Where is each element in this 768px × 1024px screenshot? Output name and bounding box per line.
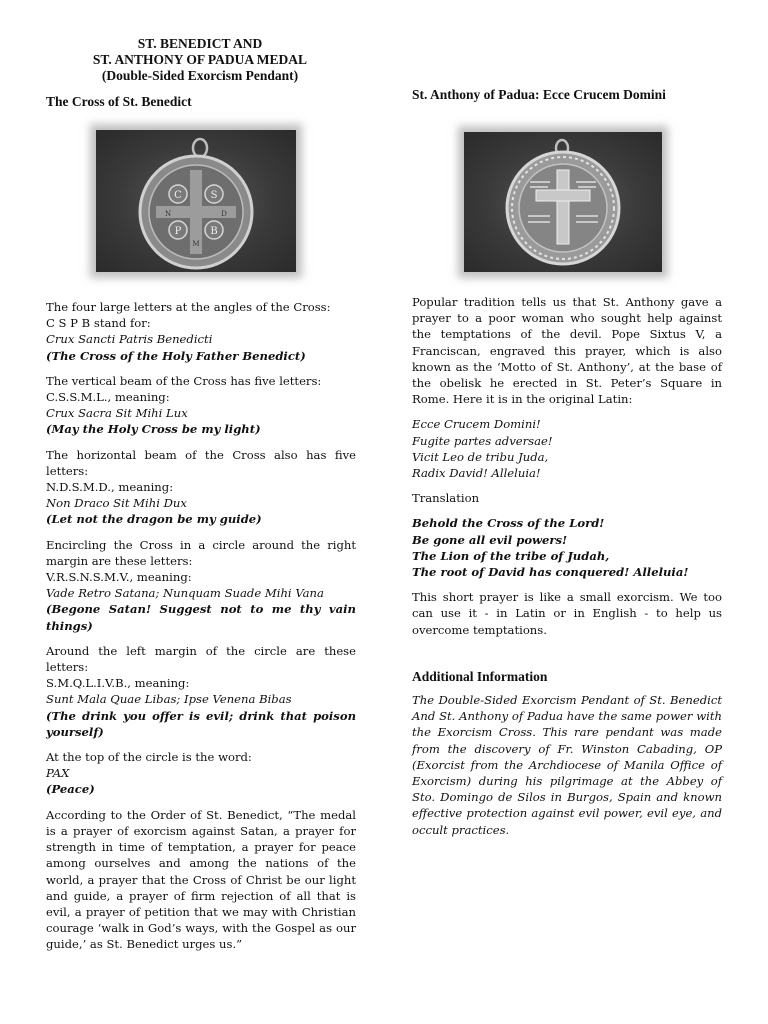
left-column: [46, 299, 356, 962]
closing-paragraph: This short prayer is like a small exorcism. We too can use it - in Latin or in English - to help us overcome temptations.: [412, 590, 722, 637]
ndsmd-english: (Let not the dragon be my guide): [46, 512, 262, 527]
pax-intro: At the top of the circle is the word:: [46, 750, 252, 765]
english-prayer: [412, 515, 722, 580]
vrsnsmv-intro: Encircling the Cross in a circle around the right margin are these letters:: [46, 537, 356, 568]
medal-letter-p: P: [174, 226, 182, 237]
title-line-2: ST. ANTHONY OF PADUA MEDAL: [92, 52, 308, 67]
cspb-latin: Crux Sancti Patris Benedicti: [46, 332, 213, 347]
benedict-order-quote: According to the Order of St. Benedict, “The medal is a prayer of exorcism against Satan, a prayer for strength in time of temptation, a prayer for peace among ourselves and among the nations of the world, a prayer that the Cross of Christ be our light and guide, a prayer of firm rejection of all that is evil, a prayer of petition that we may with Christian courage ‘walk in God’s ways, with the Gospel as our guide,’ as St. Benedict urges us.”: [46, 807, 356, 952]
latin-line-4: Radix David! Alleluia!: [412, 466, 541, 481]
st-benedict-medal-photo: [96, 130, 296, 272]
vrsnsmv-block: [46, 537, 356, 634]
additional-info-heading: Additional Information: [412, 668, 548, 684]
latin-line-1: Ecce Crucem Domini!: [412, 417, 541, 432]
pax-english: (Peace): [46, 782, 95, 797]
english-line-4: The root of David has conquered! Alleluia!: [412, 565, 689, 580]
pax-latin: PAX: [46, 766, 70, 781]
anthony-medal-icon: [464, 132, 662, 272]
right-section-heading: St. Anthony of Padua: Ecce Crucem Domini: [412, 87, 666, 102]
english-line-3: The Lion of the tribe of Judah,: [412, 548, 610, 563]
ndsmd-block: [46, 447, 356, 528]
english-line-1: Behold the Cross of the Lord!: [412, 516, 605, 531]
title-line-3: (Double-Sided Exorcism Pendant): [101, 68, 299, 83]
translation-label: Translation: [412, 491, 480, 506]
left-section-heading: The Cross of St. Benedict: [46, 94, 192, 109]
ndsmd-intro: The horizontal beam of the Cross also has five letters:: [46, 447, 356, 478]
latin-line-3: Vicit Leo de tribu Juda,: [412, 449, 549, 464]
cssml-block: [46, 373, 356, 438]
pax-block: [46, 749, 356, 798]
right-column: [412, 294, 722, 847]
medal-letter-b: B: [210, 226, 218, 237]
ndsmd-letters: N.D.S.M.D., meaning:: [46, 480, 174, 495]
medal-letter-m: M: [192, 240, 200, 248]
ndsmd-latin: Non Draco Sit Mihi Dux: [46, 496, 187, 511]
latin-line-2: Fugite partes adversae!: [412, 433, 553, 448]
smqlivb-english: (The drink you offer is evil; drink that poison yourself): [46, 708, 356, 739]
cssml-letters: C.S.S.M.L., meaning:: [46, 390, 170, 405]
cssml-english: (May the Holy Cross be my light): [46, 422, 261, 437]
latin-prayer: [412, 416, 722, 481]
st-anthony-medal-photo: [464, 132, 662, 272]
medal-letter-d: D: [221, 210, 227, 218]
benedict-medal-icon: [96, 130, 296, 272]
english-line-2: Be gone all evil powers!: [412, 532, 568, 547]
medal-letter-s: S: [210, 190, 218, 201]
cspb-english: (The Cross of the Holy Father Benedict): [46, 348, 306, 363]
vrsnsmv-english: (Begone Satan! Suggest not to me thy vain things): [46, 602, 356, 633]
title-line-1: ST. BENEDICT AND: [137, 36, 263, 51]
vrsnsmv-latin: Vade Retro Satana; Nunquam Suade Mihi Vana: [46, 586, 324, 601]
cssml-intro: The vertical beam of the Cross has five letters:: [46, 373, 322, 388]
cspb-block: [46, 299, 356, 364]
vrsnsmv-letters: V.R.S.N.S.M.V., meaning:: [46, 570, 192, 585]
smqlivb-latin: Sunt Mala Quae Libas; Ipse Venena Bibas: [46, 692, 292, 707]
smqlivb-letters: S.M.Q.L.I.V.B., meaning:: [46, 676, 190, 691]
document-title: [0, 36, 400, 84]
cssml-latin: Crux Sacra Sit Mihi Lux: [46, 406, 188, 421]
additional-info-text: The Double-Sided Exorcism Pendant of St. Benedict And St. Anthony of Padua have the same power with the Exorcism Cross. This rare pendant was made from the discovery of Fr. Winston Cabading, OP (Exorcist from the Archdiocese of Manila Office of Exorcism) during his pilgrimage at the Abbey of Sto. Domingo de Silos in Burgos, Spain and known effective protection against evil power, evil eye, and occult practices.: [412, 693, 722, 837]
medal-letter-n: N: [164, 210, 172, 218]
anthony-intro: Popular tradition tells us that St. Anthony gave a prayer to a poor woman who sought help against the temptations of the devil. Pope Sixtus V, a Franciscan, engraved this prayer, which is also known as the ‘Motto of St. Anthony’, at the base of the obelisk he erected in St. Peter’s Square in Rome. Here it is in the original Latin:: [412, 295, 722, 407]
smqlivb-block: [46, 643, 356, 740]
cspb-letters: C S P B stand for:: [46, 316, 151, 331]
cspb-intro: The four large letters at the angles of the Cross:: [46, 300, 331, 314]
medal-letter-c: C: [174, 190, 182, 201]
smqlivb-intro: Around the left margin of the circle are these letters:: [46, 643, 356, 675]
